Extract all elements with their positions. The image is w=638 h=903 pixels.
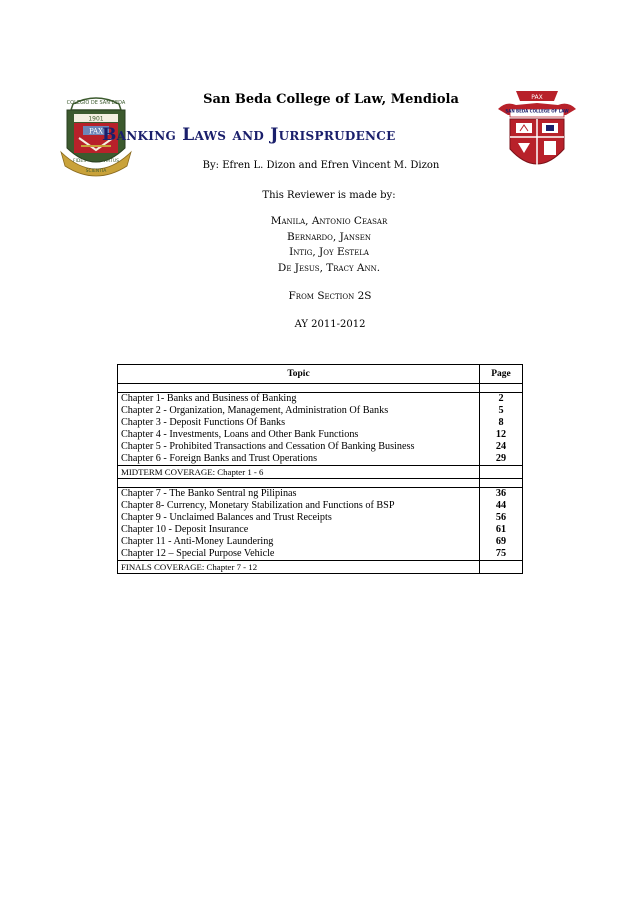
chapter-page: 24 bbox=[480, 441, 523, 453]
table-row bbox=[118, 512, 523, 524]
chapter-topic: Chapter 5 - Prohibited Transactions and Cessation Of Banking Business bbox=[118, 441, 480, 453]
chapter-page: 69 bbox=[480, 536, 523, 548]
author-names bbox=[0, 214, 638, 276]
chapter-topic: Chapter 3 - Deposit Functions Of Banks bbox=[118, 417, 480, 429]
chapter-topic: Chapter 6 - Foreign Banks and Trust Operations bbox=[118, 453, 480, 466]
table-row bbox=[118, 441, 523, 453]
spacer-row bbox=[118, 479, 523, 488]
chapter-topic: Chapter 10 - Deposit Insurance bbox=[118, 524, 480, 536]
made-by-line bbox=[0, 190, 638, 201]
crest-motto: PAX bbox=[88, 127, 104, 136]
chapter-page: 61 bbox=[480, 524, 523, 536]
chapter-topic: Chapter 9 - Unclaimed Balances and Trust Receipts bbox=[118, 512, 480, 524]
crest-scientia: SCIENTIA bbox=[85, 169, 107, 174]
authors-line bbox=[0, 160, 638, 171]
chapter-page: 36 bbox=[480, 488, 523, 501]
chapter-topic: Chapter 1- Banks and Business of Banking bbox=[118, 393, 480, 406]
authors-text: By: Efren L. Dizon and Efren Vincent M. Dizon bbox=[202, 160, 440, 171]
table-row bbox=[118, 405, 523, 417]
document-title: Banking Laws and Jurisprudence bbox=[102, 125, 396, 145]
table-of-contents bbox=[117, 364, 523, 574]
academic-year bbox=[0, 319, 638, 330]
table-row bbox=[118, 524, 523, 536]
section-text: From Section 2S bbox=[288, 290, 372, 302]
chapter-page: 12 bbox=[480, 429, 523, 441]
table-header-row bbox=[118, 365, 523, 384]
table-row bbox=[118, 453, 523, 466]
academic-year-text: AY 2011-2012 bbox=[294, 319, 366, 330]
chapter-topic: Chapter 11 - Anti-Money Laundering bbox=[118, 536, 480, 548]
topic-header: Topic bbox=[118, 365, 480, 384]
made-by-text: This Reviewer is made by: bbox=[262, 190, 396, 201]
author-name: De Jesus, Tracy Ann. bbox=[277, 261, 381, 274]
crest-fides: FIDES bbox=[73, 159, 87, 164]
spacer-row bbox=[118, 384, 523, 393]
page-header: Page bbox=[480, 365, 523, 384]
chapter-page: 5 bbox=[480, 405, 523, 417]
crest-year: 1901 bbox=[88, 115, 104, 123]
chapter-page: 56 bbox=[480, 512, 523, 524]
author-name: Bernardo, Jansen bbox=[287, 230, 371, 243]
chapter-topic: Chapter 2 - Organization, Management, Administration Of Banks bbox=[118, 405, 480, 417]
chapter-page: 75 bbox=[480, 548, 523, 561]
table-row bbox=[118, 536, 523, 548]
finals-coverage: FINALS COVERAGE: Chapter 7 - 12 bbox=[118, 561, 480, 574]
table-row bbox=[118, 500, 523, 512]
table-row bbox=[118, 548, 523, 561]
chapter-topic: Chapter 12 – Special Purpose Vehicle bbox=[118, 548, 480, 561]
author-name: Intig, Joy Estela bbox=[289, 246, 369, 258]
shield-text: SAN BEDA COLLEGE OF LAW bbox=[505, 108, 569, 114]
midterm-coverage: MIDTERM COVERAGE: Chapter 1 - 6 bbox=[118, 466, 480, 479]
author-name: Manila, Antonio Ceasar bbox=[270, 215, 388, 227]
coverage-row bbox=[118, 466, 523, 479]
school-name bbox=[0, 92, 638, 107]
crest-virtus: VIRTUS bbox=[102, 159, 119, 164]
school-name-text: San Beda College of Law, Mendiola bbox=[203, 92, 459, 107]
table-row bbox=[118, 393, 523, 406]
chapter-topic: Chapter 4 - Investments, Loans and Other Bank Functions bbox=[118, 429, 480, 441]
chapter-topic: Chapter 7 - The Banko Sentral ng Pilipinas bbox=[118, 488, 480, 501]
chapter-topic: Chapter 8- Currency, Monetary Stabilization and Functions of BSP bbox=[118, 500, 480, 512]
coverage-row bbox=[118, 561, 523, 574]
table-row bbox=[118, 429, 523, 441]
section-line bbox=[0, 290, 638, 302]
chapter-page: 2 bbox=[480, 393, 523, 406]
chapter-page: 44 bbox=[480, 500, 523, 512]
table-row bbox=[118, 488, 523, 501]
shield-banner: PAX bbox=[531, 94, 543, 101]
table-row bbox=[118, 417, 523, 429]
chapter-page: 29 bbox=[480, 453, 523, 466]
crest-top-text: COLEGIO DE SAN BEDA bbox=[66, 100, 126, 106]
chapter-page: 8 bbox=[480, 417, 523, 429]
